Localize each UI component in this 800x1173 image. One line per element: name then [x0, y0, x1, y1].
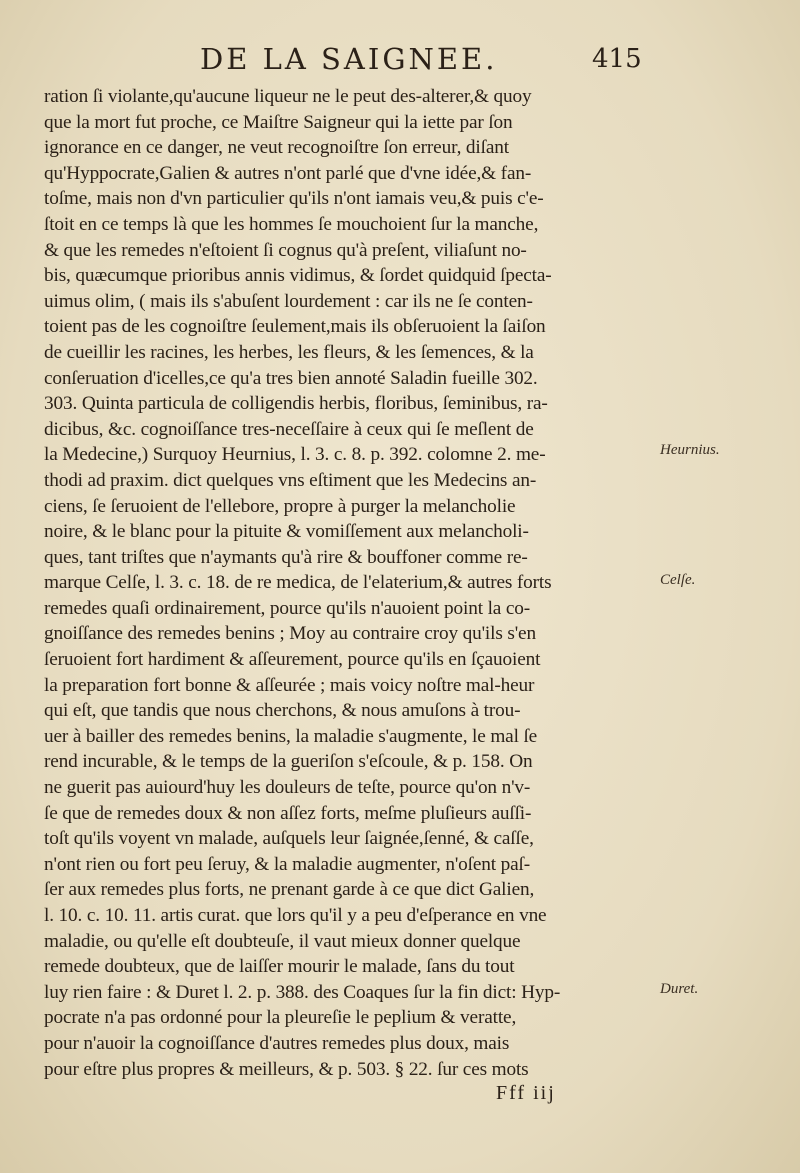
text-line: maladie, ou qu'elle eſt doubteuſe, il vaut mieux donner quelque — [44, 930, 521, 952]
text-line: dicibus, &c. cognoiſſance tres-neceſſaire à ceux qui ſe meſlent de — [44, 418, 534, 440]
text-line: remede doubteux, que de laiſſer mourir le malade, ſans du tout — [44, 956, 515, 978]
body-text — [44, 84, 642, 1082]
text-line: thodi ad praxim. dict quelques vns eſtiment que les Medecins an- — [44, 469, 537, 491]
text-line: ſeruoient fort hardiment & aſſeurement, pource qu'ils en ſçauoient — [44, 649, 541, 671]
text-line: 303. Quinta particula de colligendis herbis, floribus, ſeminibus, ra- — [44, 393, 548, 415]
text-line: qui eſt, que tandis que nous cherchons, & nous amuſons à trou- — [44, 700, 521, 722]
text-line: pocrate n'a pas ordonné pour la pleureſie le peplium & veratte, — [44, 1007, 517, 1029]
text-line: rend incurable, & le temps de la gueriſon s'eſcoule, & p. 158. On — [44, 751, 533, 773]
text-line: gnoiſſance des remedes benins ; Moy au contraire croy qu'ils s'en — [44, 623, 536, 645]
text-line: l. 10. c. 10. 11. artis curat. que lors qu'il y a peu d'eſperance en vne — [44, 905, 547, 926]
margin-note-heurnius: Heurnius. — [660, 442, 720, 458]
text-line: la Medecine,) Surquoy Heurnius, l. 3. c. 8. p. 392. colomne 2. me- — [44, 444, 546, 466]
text-line: & que les remedes n'eſtoient ſi cognus qu'à preſent, viliaſunt no- — [44, 239, 527, 261]
text-line: ignorance en ce danger, ne veut recognoiſtre ſon erreur, diſant — [44, 137, 509, 159]
text-line: toſme, mais non d'vn particulier qu'ils n'ont iamais veu,& puis c'e- — [44, 188, 544, 210]
text-line: noire, & le blanc pour la pituite & vomiſſement aux melancholi- — [44, 521, 529, 543]
text-line: pour n'auoir la cognoiſſance d'autres remedes plus doux, mais — [44, 1032, 510, 1054]
text-line: ſtoit en ce temps là que les hommes ſe mouchoient ſur la manche, — [44, 213, 539, 235]
text-line: ration ſi violante,qu'aucune liqueur ne le peut des-alterer,& quoy — [44, 86, 532, 107]
text-line: conſeruation d'icelles,ce qu'a tres bien annoté Saladin fueille 302. — [44, 367, 538, 389]
text-line: luy rien faire : & Duret l. 2. p. 388. des Coaques ſur la fin dict: Hyp- — [44, 981, 561, 1003]
text-line: uer à bailler des remedes benins, la maladie s'augmente, le mal ſe — [44, 725, 538, 747]
text-line: ſe que de remedes doux & non aſſez forts, meſme pluſieurs auſſi- — [44, 802, 532, 824]
text-line: ciens, ſe ſeruoient de l'ellebore, propre à purger la melancholie — [44, 495, 516, 517]
text-line: ques, tant triſtes que n'aymants qu'à rire & bouffoner comme re- — [44, 546, 528, 568]
text-line: pour eſtre plus propres & meilleurs, & p. 503. § 22. ſur ces mots — [44, 1058, 529, 1080]
running-title: DE LA SAIGNEE. — [200, 42, 498, 76]
text-line: remedes quaſi ordinairement, pource qu'ils n'auoient point la co- — [44, 597, 531, 619]
text-line: uimus olim, ( mais ils s'abuſent lourdement : car ils ne ſe conten- — [44, 290, 533, 312]
signature-mark: Fff iij — [496, 1082, 556, 1104]
text-line: de cueillir les racines, les herbes, les fleurs, & les ſemences, & la — [44, 341, 534, 363]
text-line: ſer aux remedes plus forts, ne prenant garde à ce que dict Galien, — [44, 879, 535, 901]
text-line: toient pas de les cognoiſtre ſeulement,mais ils obſeruoient la ſaiſon — [44, 316, 546, 338]
text-line: toſt qu'ils voyent vn malade, auſquels leur ſaignée,ſenné, & caſſe, — [44, 828, 534, 850]
text-line: qu'Hyppocrate,Galien & autres n'ont parlé que d'vne idée,& fan- — [44, 162, 532, 184]
text-line: bis, quæcumque prioribus annis vidimus, & ſordet quidquid ſpecta- — [44, 265, 552, 287]
text-line: la preparation fort bonne & aſſeurée ; mais voicy noſtre mal-heur — [44, 674, 535, 696]
text-line: ne guerit pas auiourd'huy les douleurs de teſte, pource qu'on n'v- — [44, 777, 531, 799]
text-line: n'ont rien ou fort peu ſeruy, & la maladie augmenter, n'oſent paſ- — [44, 853, 530, 875]
text-line: que la mort fut proche, ce Maiſtre Saigneur qui la iette par ſon — [44, 111, 513, 133]
page-number: 415 — [592, 44, 642, 74]
text-line: marque Celſe, l. 3. c. 18. de re medica, de l'elaterium,& autres forts — [44, 572, 552, 594]
margin-note-celse: Celſe. — [660, 572, 696, 588]
margin-note-duret: Duret. — [660, 981, 699, 997]
